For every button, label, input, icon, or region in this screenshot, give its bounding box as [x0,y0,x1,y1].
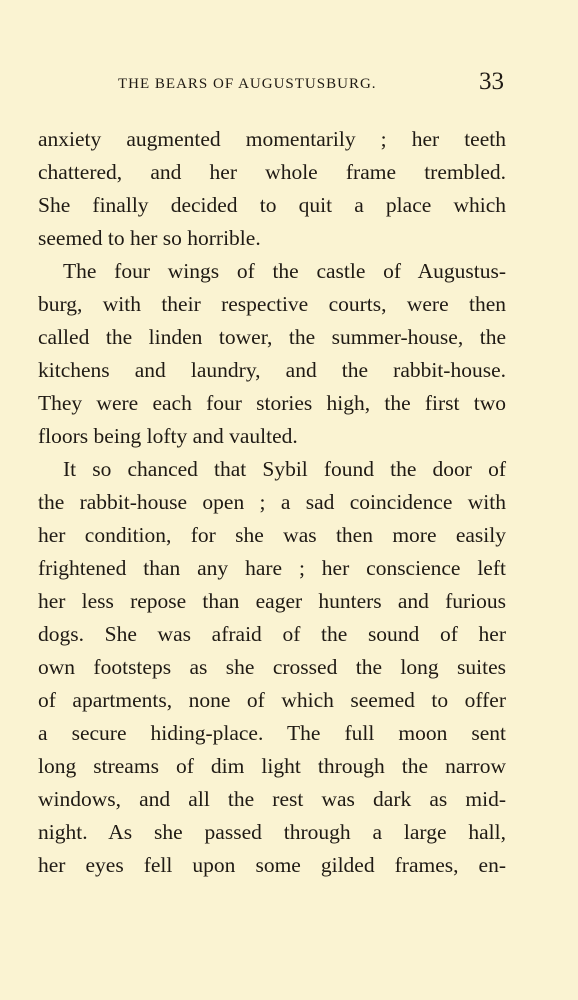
text-line: the rabbit-house open ; a sad coincidence with [38,490,506,514]
text-line: a secure hiding-place. The full moon sent [38,721,506,745]
text-line: windows, and all the rest was dark as mid- [38,787,506,811]
text-line: her eyes fell upon some gilded frames, en- [38,853,506,877]
text-line: her less repose than eager hunters and furious [38,589,506,613]
page-number: 33 [479,68,504,95]
text-line: anxiety augmented momentarily ; her teeth [38,127,506,151]
text-line: kitchens and laundry, and the rabbit-house. [38,358,506,382]
text-line: seemed to her so horrible. [38,226,261,250]
text-line: long streams of dim light through the narrow [38,754,506,778]
text-line: burg, with their respective courts, were then [38,292,506,316]
text-line: of apartments, none of which seemed to offer [38,688,506,712]
text-line: They were each four stories high, the first two [38,391,506,415]
text-line: frightened than any hare ; her conscience left [38,556,506,580]
page-header [36,70,504,102]
running-head: THE BEARS OF AUGUSTUSBURG. [118,76,377,92]
text-line: She finally decided to quit a place which [38,193,506,217]
text-line: called the linden tower, the summer-house, the [38,325,506,349]
text-line: floors being lofty and vaulted. [38,424,298,448]
text-line: her condition, for she was then more easily [38,523,506,547]
text-line: It so chanced that Sybil found the door of [63,457,506,481]
body-text [38,123,506,882]
text-line: night. As she passed through a large hall, [38,820,506,844]
text-line: own footsteps as she crossed the long suites [38,655,506,679]
text-line: The four wings of the castle of Augustus- [63,259,506,283]
text-line: dogs. She was afraid of the sound of her [38,622,506,646]
text-line: chattered, and her whole frame trembled. [38,160,506,184]
